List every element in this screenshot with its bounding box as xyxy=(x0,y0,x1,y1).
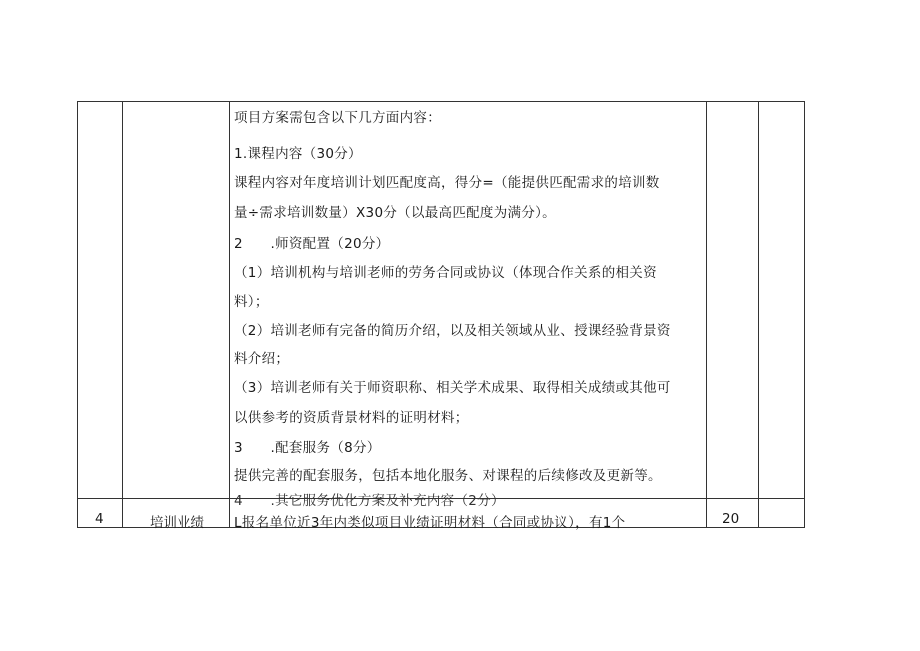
table-right-border xyxy=(804,101,805,528)
column-divider-3 xyxy=(706,101,707,528)
criteria-line: 料）； xyxy=(234,294,269,310)
row4-item: 培训业绩 xyxy=(150,515,204,531)
column-divider-1 xyxy=(122,101,123,528)
criteria-line: 料介绍； xyxy=(234,351,290,367)
criteria-line: （3）培训老师有关于师资职称、相关学术成果、取得相关成绩或其他可 xyxy=(234,380,671,396)
row4-number: 4 xyxy=(95,511,104,527)
criteria-line: 提供完善的配套服务，包括本地化服务、对课程的后续修改及更新等。 xyxy=(234,468,662,484)
row4-score: 20 xyxy=(722,511,740,527)
clipped-criteria-line xyxy=(234,489,704,509)
clipped-line-text: 4 .其它服务优化方案及补充内容（2分） xyxy=(234,493,505,509)
criteria-line: 量÷需求培训数量）X30分（以最高匹配度为满分）。 xyxy=(234,205,556,221)
criteria-line: （1）培训机构与培训老师的劳务合同或协议（体现合作关系的相关资 xyxy=(234,265,657,281)
criteria-line: 项目方案需包含以下几方面内容： xyxy=(234,110,441,126)
row4-criteria: L报名单位近3年内类似项目业绩证明材料（合同或协议），有1个 xyxy=(234,515,626,531)
criteria-line: 2 .师资配置（20分） xyxy=(234,236,390,252)
criteria-line: 课程内容对年度培训计划匹配度高，得分=（能提供匹配需求的培训数 xyxy=(234,175,660,191)
table-top-border xyxy=(77,101,805,102)
table-left-border xyxy=(77,101,78,528)
criteria-line: 3 .配套服务（8分） xyxy=(234,440,381,456)
column-divider-4 xyxy=(758,101,759,528)
criteria-line: 以供参考的资质背景材料的证明材料； xyxy=(234,410,469,426)
criteria-line: 1.课程内容（30分） xyxy=(234,146,362,162)
criteria-line: （2）培训老师有完备的简历介绍，以及相关领域从业、授课经验背景资 xyxy=(234,323,671,339)
column-divider-2 xyxy=(229,101,230,528)
